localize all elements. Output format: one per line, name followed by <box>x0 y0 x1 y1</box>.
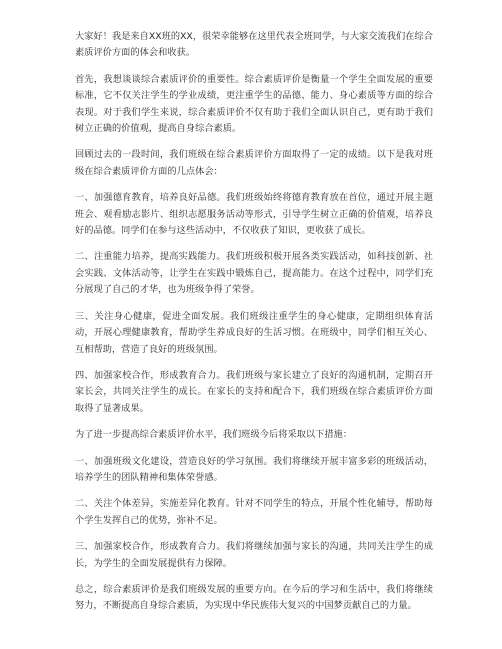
paragraph-measure-3: 三、加强家校合作，形成教育合力。我们将继续加强与家长的沟通，共同关注学生的成长，为学生的全面发展提供有力保障。 <box>75 541 433 569</box>
paragraph-conclusion: 总之，综合素质评价是我们班级发展的重要方向。在今后的学习和生活中，我们将继续努力，不断提高自身综合素质，为实现中华民族伟大复兴的中国梦贡献自己的力量。 <box>75 583 433 612</box>
paragraph-point-4: 四、加强家校合作，形成教育合力。我们班级与家长建立了良好的沟通机制，定期召开家长会，共同关注学生的成长。在家长的支持和配合下，我们班级在综合素质评价方面取得了显著成果。 <box>75 369 433 414</box>
paragraph-point-1: 一、加强德育教育，培养良好品德。我们班级始终将德育教育放在首位，通过开展主题班会、观看励志影片、组织志愿服务活动等形式，引导学生树立正确的价值观，培养良好的品德。同学们在参与这些活动中，不仅收获了知识，更收获了成长。 <box>75 192 433 237</box>
paragraph-measure-1: 一、加强班级文化建设，营造良好的学习氛围。我们将继续开展丰富多彩的班级活动，培养学生的团队精神和集体荣誉感。 <box>75 455 433 483</box>
paragraph-point-2: 二、注重能力培养，提高实践能力。我们班级积极开展各类实践活动，如科技创新、社会实践、文体活动等，让学生在实践中锻炼自己，提高能力。在这个过程中，同学们充分展现了自己的才华，也为班级争得了荣誉。 <box>75 251 433 296</box>
paragraph-point-3: 三、关注身心健康，促进全面发展。我们班级注重学生的身心健康，定期组织体育活动，开展心理健康教育，帮助学生养成良好的生活习惯。在班级中，同学们相互关心、互相帮助，营造了良好的班级氛围。 <box>75 310 433 355</box>
paragraph-review: 回顾过去的一段时间，我们班级在综合素质评价方面取得了一定的成绩。以下是我对班级在综合素质评价方面的几点体会： <box>75 149 433 177</box>
paragraph-measure-2: 二、关注个体差异，实施差异化教育。针对不同学生的特点，开展个性化辅导，帮助每个学生发挥自己的优势，弥补不足。 <box>75 498 433 526</box>
paragraph-greeting: 大家好！我是来自XX班的XX，很荣幸能够在这里代表全班同学，与大家交流我们在综合素质评价方面的体会和收获。 <box>75 31 433 59</box>
paragraph-measures-intro: 为了进一步提高综合素质评价水平，我们班级今后将采取以下措施： <box>75 429 353 441</box>
document-body <box>75 29 433 625</box>
paragraph-importance: 首先，我想谈谈综合素质评价的重要性。综合素质评价是衡量一个学生全面发展的重要标准，它不仅关注学生的学业成绩，更注重学生的品德、能力、身心素质等方面的综合表现。对于我们学生来说，综合素质评价不仅有助于我们全面认识自己，更有助于我们树立正确的价值观，提高自身综合素质。 <box>75 73 433 135</box>
